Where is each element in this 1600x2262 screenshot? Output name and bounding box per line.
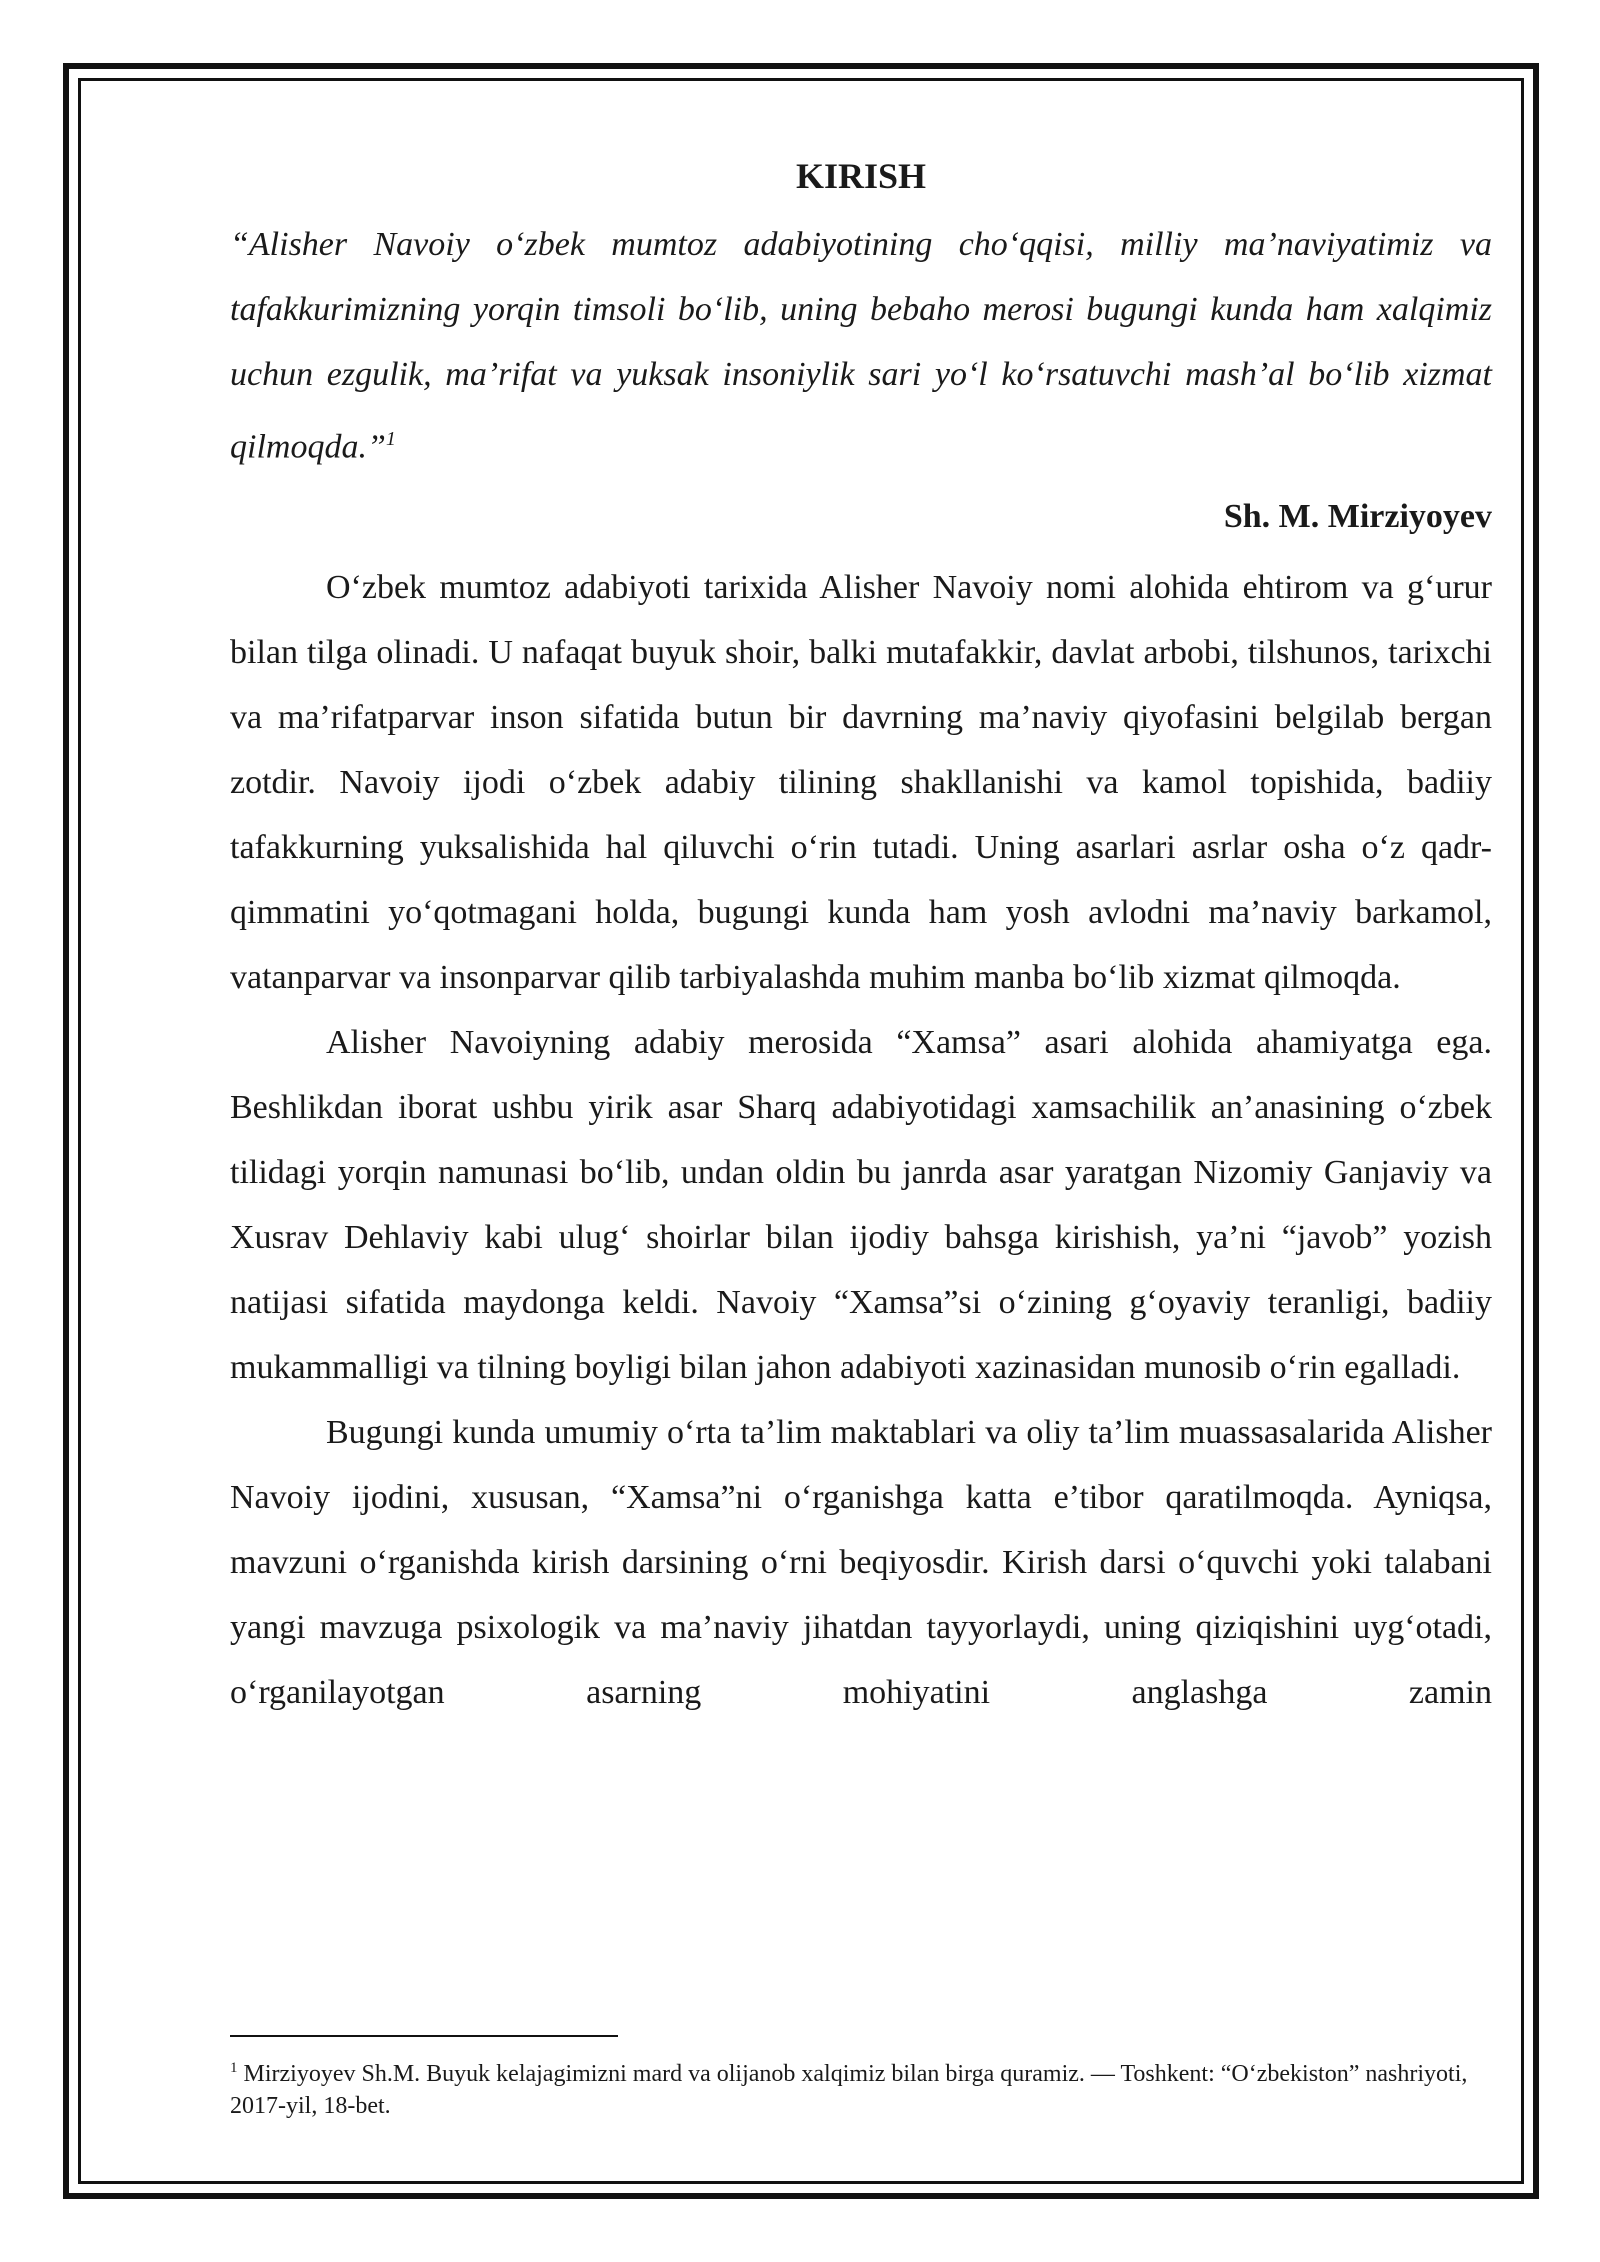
footnote-text: Mirziyoyev Sh.M. Buyuk kelajagimizni mard va olijanob xalqimiz bilan birga quramiz. — Toshkent: “O‘zbekiston” nashriyoti, 2017-yil, 18-bet.	[230, 2061, 1468, 2119]
footnote-separator	[230, 2035, 618, 2037]
body-paragraph-2: Alisher Navoiyning adabiy merosida “Xamsa” asari alohida ahamiyatga ega. Beshlikdan iborat ushbu yirik asar Sharq adabiyotidagi xamsachilik an’anasining o‘zbek tilidagi yorqin namunasi bo‘lib, undan oldin bu janrda asar yaratgan Nizomiy Ganjaviy va Xusrav Dehlaviy kabi ulug‘ shoirlar bilan ijodiy bahsga kirishish, ya’ni “javob” yozish natijasi sifatida maydonga keldi. Navoiy “Xamsa”si o‘zining g‘oyaviy teranligi, badiiy mukammalligi va tilning boyligi bilan jahon adabiyoti xazinasidan munosib o‘rin egalladi.	[230, 1024, 1492, 1387]
section-title: KIRISH	[795, 156, 927, 196]
body-paragraph-1: O‘zbek mumtoz adabiyoti tarixida Alisher Navoiy nomi alohida ehtirom va g‘urur bilan tilga olinadi. U nafaqat buyuk shoir, balki mutafakkir, davlat arbobi, tilshunos, tarixchi va ma’rifatparvar inson sifatida butun bir davrning ma’naviy qiyofasini belgilab bergan zotdir. Navoiy ijodi o‘zbek adabiy tilining shakllanishi va kamol topishida, badiiy tafakkurning yuksalishida hal qiluvchi o‘rin tutadi. Uning asarlari asrlar osha o‘z qadr-qimmatini yo‘qotmagani holda, bugungi kunda ham yosh avlodni ma’naviy barkamol, vatanparvar va insonparvar qilib tarbiyalashda muhim manba bo‘lib xizmat qilmoqda.	[230, 569, 1492, 997]
epigraph-text: “Alisher Navoiy o‘zbek mumtoz adabiyotining cho‘qqisi, milliy ma’naviyatimiz va tafakkurimizning yorqin timsoli bo‘lib, uning bebaho merosi bugungi kunda ham xalqimiz uchun ezgulik, ma’rifat va yuksak insoniylik sari yo‘l ko‘rsatuvchi mash’al bo‘lib xizmat qilmoqda.”	[230, 226, 1492, 466]
footnote-reference[interactable]: 1	[385, 428, 396, 450]
footnote	[230, 2052, 1492, 2122]
page-content	[230, 148, 1492, 1725]
footnote-number: 1	[230, 2060, 238, 2076]
epigraph-author: Sh. M. Mirziyoyev	[1223, 498, 1492, 536]
body-paragraph-3: Bugungi kunda umumiy o‘rta ta’lim maktablari va oliy ta’lim muassasalarida Alisher Navoiy ijodini, xususan, “Xamsa”ni o‘rganishga katta e’tibor qaratilmoqda. Ayniqsa, mavzuni o‘rganishda kirish darsining o‘rni beqiyosdir. Kirish darsi o‘quvchi yoki talabani yangi mavzuga psixologik va ma’naviy jihatdan tayyorlaydi, uning qiziqishini uyg‘otadi, o‘rganilayotgan asarning mohiyatini anglashga zamin	[230, 1414, 1492, 1712]
epigraph-quote	[230, 212, 1492, 479]
